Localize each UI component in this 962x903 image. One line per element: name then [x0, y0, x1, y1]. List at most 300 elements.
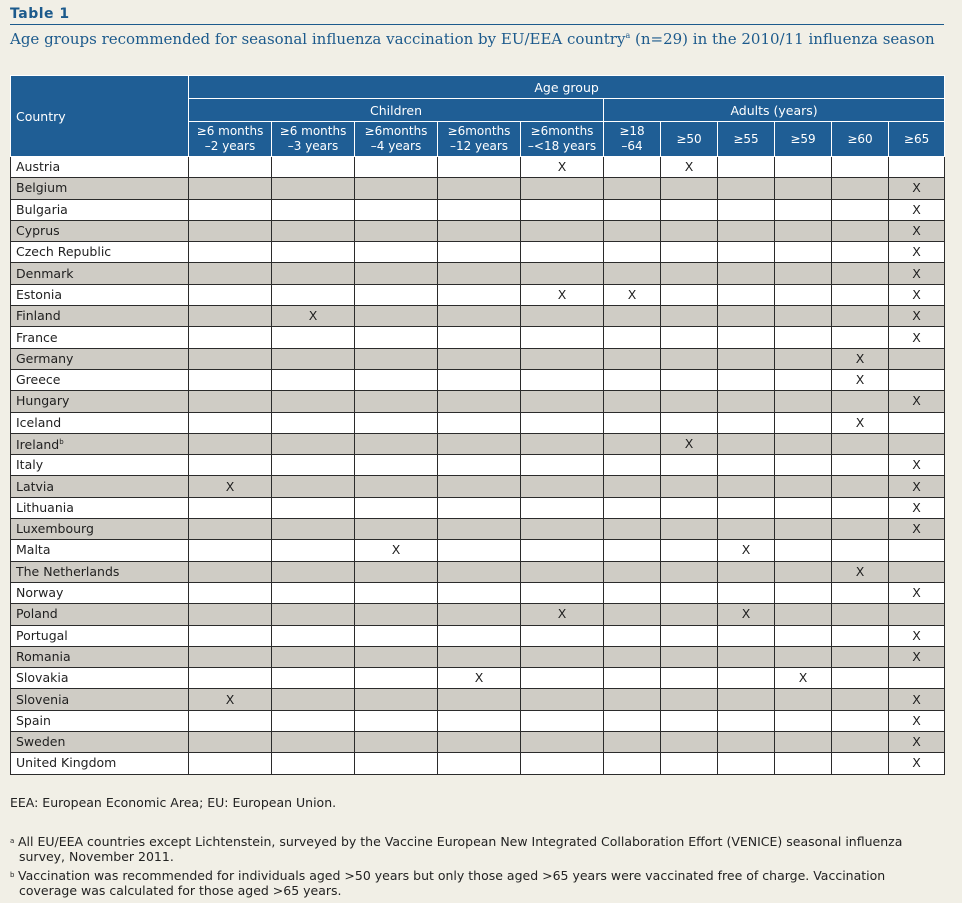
mark-cell	[438, 625, 521, 646]
mark-cell	[718, 348, 775, 369]
mark-cell	[889, 561, 945, 582]
mark-cell	[521, 306, 604, 327]
mark-cell: X	[438, 668, 521, 689]
mark-cell	[832, 668, 889, 689]
mark-cell	[832, 732, 889, 753]
mark-cell	[604, 476, 661, 497]
table-row	[11, 689, 945, 710]
mark-cell: X	[889, 582, 945, 603]
mark-cell	[438, 306, 521, 327]
mark-cell	[521, 348, 604, 369]
mark-cell: X	[521, 604, 604, 625]
title-rule	[10, 24, 944, 25]
table-row	[11, 263, 945, 284]
mark-cell	[775, 242, 832, 263]
mark-cell	[775, 284, 832, 305]
mark-cell	[661, 646, 718, 667]
country-cell: Slovenia	[11, 689, 189, 710]
age-group-column-header: ≥6 months –3 years	[272, 122, 355, 157]
mark-cell: X	[889, 199, 945, 220]
mark-cell	[521, 391, 604, 412]
mark-cell	[832, 199, 889, 220]
mark-cell	[775, 157, 832, 178]
mark-cell	[661, 284, 718, 305]
mark-cell	[604, 604, 661, 625]
mark-cell	[189, 306, 272, 327]
mark-cell	[718, 263, 775, 284]
mark-cell	[355, 327, 438, 348]
mark-cell: X	[718, 540, 775, 561]
mark-cell	[355, 625, 438, 646]
mark-cell: X	[889, 284, 945, 305]
mark-cell	[604, 625, 661, 646]
mark-cell	[604, 582, 661, 603]
mark-cell	[604, 263, 661, 284]
mark-cell: X	[355, 540, 438, 561]
mark-cell: X	[604, 284, 661, 305]
mark-cell	[775, 519, 832, 540]
table-row	[11, 625, 945, 646]
mark-cell	[189, 455, 272, 476]
age-group-column-header: ≥6months –4 years	[355, 122, 438, 157]
mark-cell	[832, 455, 889, 476]
mark-cell	[775, 604, 832, 625]
country-cell: Denmark	[11, 263, 189, 284]
mark-cell	[355, 561, 438, 582]
mark-cell: X	[889, 455, 945, 476]
country-cell: Cyprus	[11, 220, 189, 241]
mark-cell	[521, 199, 604, 220]
mark-cell	[438, 391, 521, 412]
mark-cell	[272, 284, 355, 305]
mark-cell	[832, 306, 889, 327]
mark-cell	[438, 433, 521, 454]
mark-cell	[355, 348, 438, 369]
table-row	[11, 306, 945, 327]
mark-cell	[889, 412, 945, 433]
mark-cell	[521, 263, 604, 284]
mark-cell: X	[889, 497, 945, 518]
country-cell: Slovakia	[11, 668, 189, 689]
table-row	[11, 242, 945, 263]
mark-cell	[718, 561, 775, 582]
table-row	[11, 497, 945, 518]
mark-cell	[832, 689, 889, 710]
mark-cell: X	[889, 263, 945, 284]
country-cell: Lithuania	[11, 497, 189, 518]
country-cell: Bulgaria	[11, 199, 189, 220]
mark-cell	[272, 540, 355, 561]
country-cell: Estonia	[11, 284, 189, 305]
mark-cell	[718, 582, 775, 603]
mark-cell	[718, 391, 775, 412]
country-cell: Poland	[11, 604, 189, 625]
age-group-column-header: ≥65	[889, 122, 945, 157]
mark-cell	[438, 561, 521, 582]
mark-cell	[355, 497, 438, 518]
mark-cell	[604, 242, 661, 263]
mark-cell	[521, 540, 604, 561]
mark-cell	[661, 497, 718, 518]
mark-cell	[604, 327, 661, 348]
country-cell: Luxembourg	[11, 519, 189, 540]
mark-cell	[189, 753, 272, 774]
table-row	[11, 710, 945, 731]
mark-cell	[832, 391, 889, 412]
table-row	[11, 753, 945, 774]
mark-cell	[832, 582, 889, 603]
mark-cell	[189, 540, 272, 561]
mark-cell: X	[889, 732, 945, 753]
mark-cell	[189, 519, 272, 540]
mark-cell	[832, 263, 889, 284]
mark-cell	[775, 646, 832, 667]
mark-cell	[355, 732, 438, 753]
mark-cell	[521, 433, 604, 454]
children-header: Children	[189, 99, 604, 122]
mark-cell	[272, 519, 355, 540]
mark-cell	[718, 646, 775, 667]
mark-cell	[832, 476, 889, 497]
country-cell: United Kingdom	[11, 753, 189, 774]
table-row	[11, 412, 945, 433]
table-caption: Age groups recommended for seasonal influenza vaccination by EU/EEA country$^a$ (n=29) in the 2010/11 influenza season	[10, 30, 935, 48]
mark-cell	[775, 369, 832, 390]
mark-cell	[775, 327, 832, 348]
mark-cell	[718, 412, 775, 433]
mark-cell	[718, 306, 775, 327]
country-cell: Romania	[11, 646, 189, 667]
mark-cell: X	[832, 348, 889, 369]
age-group-column-header: ≥60	[832, 122, 889, 157]
mark-cell	[438, 497, 521, 518]
mark-cell	[661, 412, 718, 433]
mark-cell	[355, 476, 438, 497]
mark-cell	[832, 497, 889, 518]
mark-cell	[832, 157, 889, 178]
mark-cell	[272, 710, 355, 731]
mark-cell	[272, 412, 355, 433]
mark-cell	[272, 455, 355, 476]
table-row	[11, 540, 945, 561]
table-row	[11, 519, 945, 540]
country-cell: Germany	[11, 348, 189, 369]
mark-cell	[438, 540, 521, 561]
country-cell: Hungary	[11, 391, 189, 412]
mark-cell	[889, 369, 945, 390]
table-row	[11, 582, 945, 603]
mark-cell	[521, 327, 604, 348]
mark-cell	[775, 220, 832, 241]
mark-cell	[718, 369, 775, 390]
mark-cell	[272, 242, 355, 263]
age-group-column-header: ≥6months –<18 years	[521, 122, 604, 157]
mark-cell	[604, 519, 661, 540]
age-group-column-header: ≥50	[661, 122, 718, 157]
mark-cell	[775, 455, 832, 476]
country-cell: Italy	[11, 455, 189, 476]
mark-cell	[661, 625, 718, 646]
mark-cell	[604, 178, 661, 199]
mark-cell	[889, 668, 945, 689]
mark-cell	[355, 178, 438, 199]
mark-cell	[604, 306, 661, 327]
mark-cell	[661, 710, 718, 731]
mark-cell	[775, 582, 832, 603]
mark-cell	[438, 199, 521, 220]
country-cell: The Netherlands	[11, 561, 189, 582]
mark-cell	[661, 540, 718, 561]
mark-cell	[189, 263, 272, 284]
mark-cell	[661, 306, 718, 327]
mark-cell	[189, 348, 272, 369]
mark-cell: X	[832, 369, 889, 390]
mark-cell	[355, 369, 438, 390]
mark-cell	[355, 710, 438, 731]
mark-cell	[718, 199, 775, 220]
mark-cell	[661, 582, 718, 603]
mark-cell	[718, 433, 775, 454]
mark-cell: X	[889, 753, 945, 774]
mark-cell	[189, 646, 272, 667]
mark-cell	[832, 710, 889, 731]
mark-cell	[272, 157, 355, 178]
mark-cell	[775, 178, 832, 199]
mark-cell	[521, 689, 604, 710]
country-cell: Malta	[11, 540, 189, 561]
mark-cell	[604, 220, 661, 241]
mark-cell	[832, 646, 889, 667]
mark-cell	[189, 604, 272, 625]
mark-cell	[661, 369, 718, 390]
mark-cell	[604, 369, 661, 390]
mark-cell	[775, 476, 832, 497]
mark-cell	[889, 604, 945, 625]
table-row	[11, 220, 945, 241]
mark-cell	[604, 348, 661, 369]
mark-cell	[521, 369, 604, 390]
table-row	[11, 284, 945, 305]
mark-cell	[775, 497, 832, 518]
mark-cell: X	[889, 646, 945, 667]
mark-cell	[718, 327, 775, 348]
mark-cell	[775, 263, 832, 284]
mark-cell	[661, 476, 718, 497]
mark-cell	[355, 646, 438, 667]
mark-cell	[272, 753, 355, 774]
mark-cell	[661, 519, 718, 540]
mark-cell	[438, 263, 521, 284]
mark-cell	[604, 391, 661, 412]
mark-cell	[521, 455, 604, 476]
mark-cell	[718, 625, 775, 646]
mark-cell	[718, 455, 775, 476]
mark-cell	[661, 242, 718, 263]
mark-cell	[604, 646, 661, 667]
mark-cell	[438, 348, 521, 369]
table-row	[11, 178, 945, 199]
mark-cell	[889, 540, 945, 561]
mark-cell	[272, 391, 355, 412]
mark-cell	[604, 497, 661, 518]
country-cell: Austria	[11, 157, 189, 178]
mark-cell	[355, 157, 438, 178]
mark-cell	[189, 732, 272, 753]
mark-cell	[438, 732, 521, 753]
mark-cell	[189, 391, 272, 412]
mark-cell: X	[889, 242, 945, 263]
mark-cell	[521, 220, 604, 241]
mark-cell	[718, 753, 775, 774]
mark-cell: X	[189, 689, 272, 710]
country-cell: France	[11, 327, 189, 348]
country-cell: Latvia	[11, 476, 189, 497]
mark-cell	[355, 391, 438, 412]
mark-cell	[438, 455, 521, 476]
mark-cell	[604, 732, 661, 753]
mark-cell	[355, 433, 438, 454]
country-cell: Ireland$^b$	[11, 433, 189, 454]
mark-cell	[661, 199, 718, 220]
mark-cell	[438, 369, 521, 390]
mark-cell: X	[775, 668, 832, 689]
adults-header: Adults (years)	[604, 99, 945, 122]
age-group-column-header: ≥6 months –2 years	[189, 122, 272, 157]
mark-cell	[355, 242, 438, 263]
mark-cell	[718, 689, 775, 710]
mark-cell	[189, 561, 272, 582]
mark-cell	[272, 668, 355, 689]
mark-cell	[521, 242, 604, 263]
mark-cell	[438, 284, 521, 305]
mark-cell	[189, 284, 272, 305]
mark-cell	[604, 710, 661, 731]
mark-cell	[661, 327, 718, 348]
mark-cell	[889, 348, 945, 369]
mark-cell	[521, 732, 604, 753]
mark-cell	[438, 689, 521, 710]
mark-cell	[775, 306, 832, 327]
mark-cell: X	[189, 476, 272, 497]
mark-cell	[661, 348, 718, 369]
mark-cell	[438, 519, 521, 540]
mark-cell	[272, 582, 355, 603]
mark-cell	[889, 157, 945, 178]
age-group-column-header: ≥59	[775, 122, 832, 157]
mark-cell	[718, 157, 775, 178]
mark-cell	[355, 604, 438, 625]
mark-cell	[604, 540, 661, 561]
mark-cell	[775, 625, 832, 646]
table-row	[11, 732, 945, 753]
mark-cell	[832, 753, 889, 774]
mark-cell	[832, 433, 889, 454]
mark-cell	[355, 668, 438, 689]
mark-cell	[832, 327, 889, 348]
mark-cell	[355, 263, 438, 284]
mark-cell	[272, 433, 355, 454]
mark-cell: X	[889, 689, 945, 710]
mark-cell	[718, 476, 775, 497]
abbreviations-note: EEA: European Economic Area; EU: European Union.	[10, 795, 337, 810]
mark-cell	[272, 646, 355, 667]
mark-cell	[604, 157, 661, 178]
mark-cell: X	[272, 306, 355, 327]
mark-cell	[189, 710, 272, 731]
mark-cell	[355, 306, 438, 327]
mark-cell	[355, 412, 438, 433]
mark-cell	[604, 455, 661, 476]
mark-cell	[438, 412, 521, 433]
mark-cell: X	[832, 561, 889, 582]
mark-cell	[272, 178, 355, 199]
mark-cell	[661, 263, 718, 284]
mark-cell: X	[521, 157, 604, 178]
mark-cell	[355, 689, 438, 710]
mark-cell	[189, 412, 272, 433]
mark-cell	[661, 220, 718, 241]
mark-cell	[438, 604, 521, 625]
mark-cell	[355, 582, 438, 603]
mark-cell	[604, 689, 661, 710]
mark-cell	[718, 519, 775, 540]
age-group-column-header: ≥6months –12 years	[438, 122, 521, 157]
mark-cell	[832, 519, 889, 540]
mark-cell	[775, 689, 832, 710]
mark-cell	[521, 625, 604, 646]
mark-cell	[189, 199, 272, 220]
mark-cell	[438, 178, 521, 199]
country-cell: Spain	[11, 710, 189, 731]
mark-cell	[272, 604, 355, 625]
mark-cell	[189, 582, 272, 603]
mark-cell	[272, 625, 355, 646]
mark-cell	[272, 199, 355, 220]
mark-cell	[438, 582, 521, 603]
age-group-column-header: ≥55	[718, 122, 775, 157]
mark-cell	[189, 242, 272, 263]
mark-cell	[438, 327, 521, 348]
mark-cell	[604, 412, 661, 433]
age-group-column-header: ≥18 –64	[604, 122, 661, 157]
country-cell: Greece	[11, 369, 189, 390]
country-cell: Norway	[11, 582, 189, 603]
mark-cell: X	[832, 412, 889, 433]
mark-cell	[521, 412, 604, 433]
mark-cell	[438, 753, 521, 774]
mark-cell: X	[718, 604, 775, 625]
mark-cell	[604, 433, 661, 454]
mark-cell	[521, 476, 604, 497]
mark-cell	[661, 604, 718, 625]
mark-cell	[189, 220, 272, 241]
mark-cell	[272, 369, 355, 390]
mark-cell: X	[661, 157, 718, 178]
country-cell: Sweden	[11, 732, 189, 753]
mark-cell	[832, 178, 889, 199]
mark-cell	[272, 689, 355, 710]
mark-cell	[189, 497, 272, 518]
country-cell: Portugal	[11, 625, 189, 646]
mark-cell	[189, 668, 272, 689]
mark-cell	[438, 476, 521, 497]
mark-cell	[775, 540, 832, 561]
mark-cell	[521, 582, 604, 603]
table-row	[11, 668, 945, 689]
mark-cell	[832, 540, 889, 561]
mark-cell	[775, 561, 832, 582]
mark-cell	[775, 753, 832, 774]
